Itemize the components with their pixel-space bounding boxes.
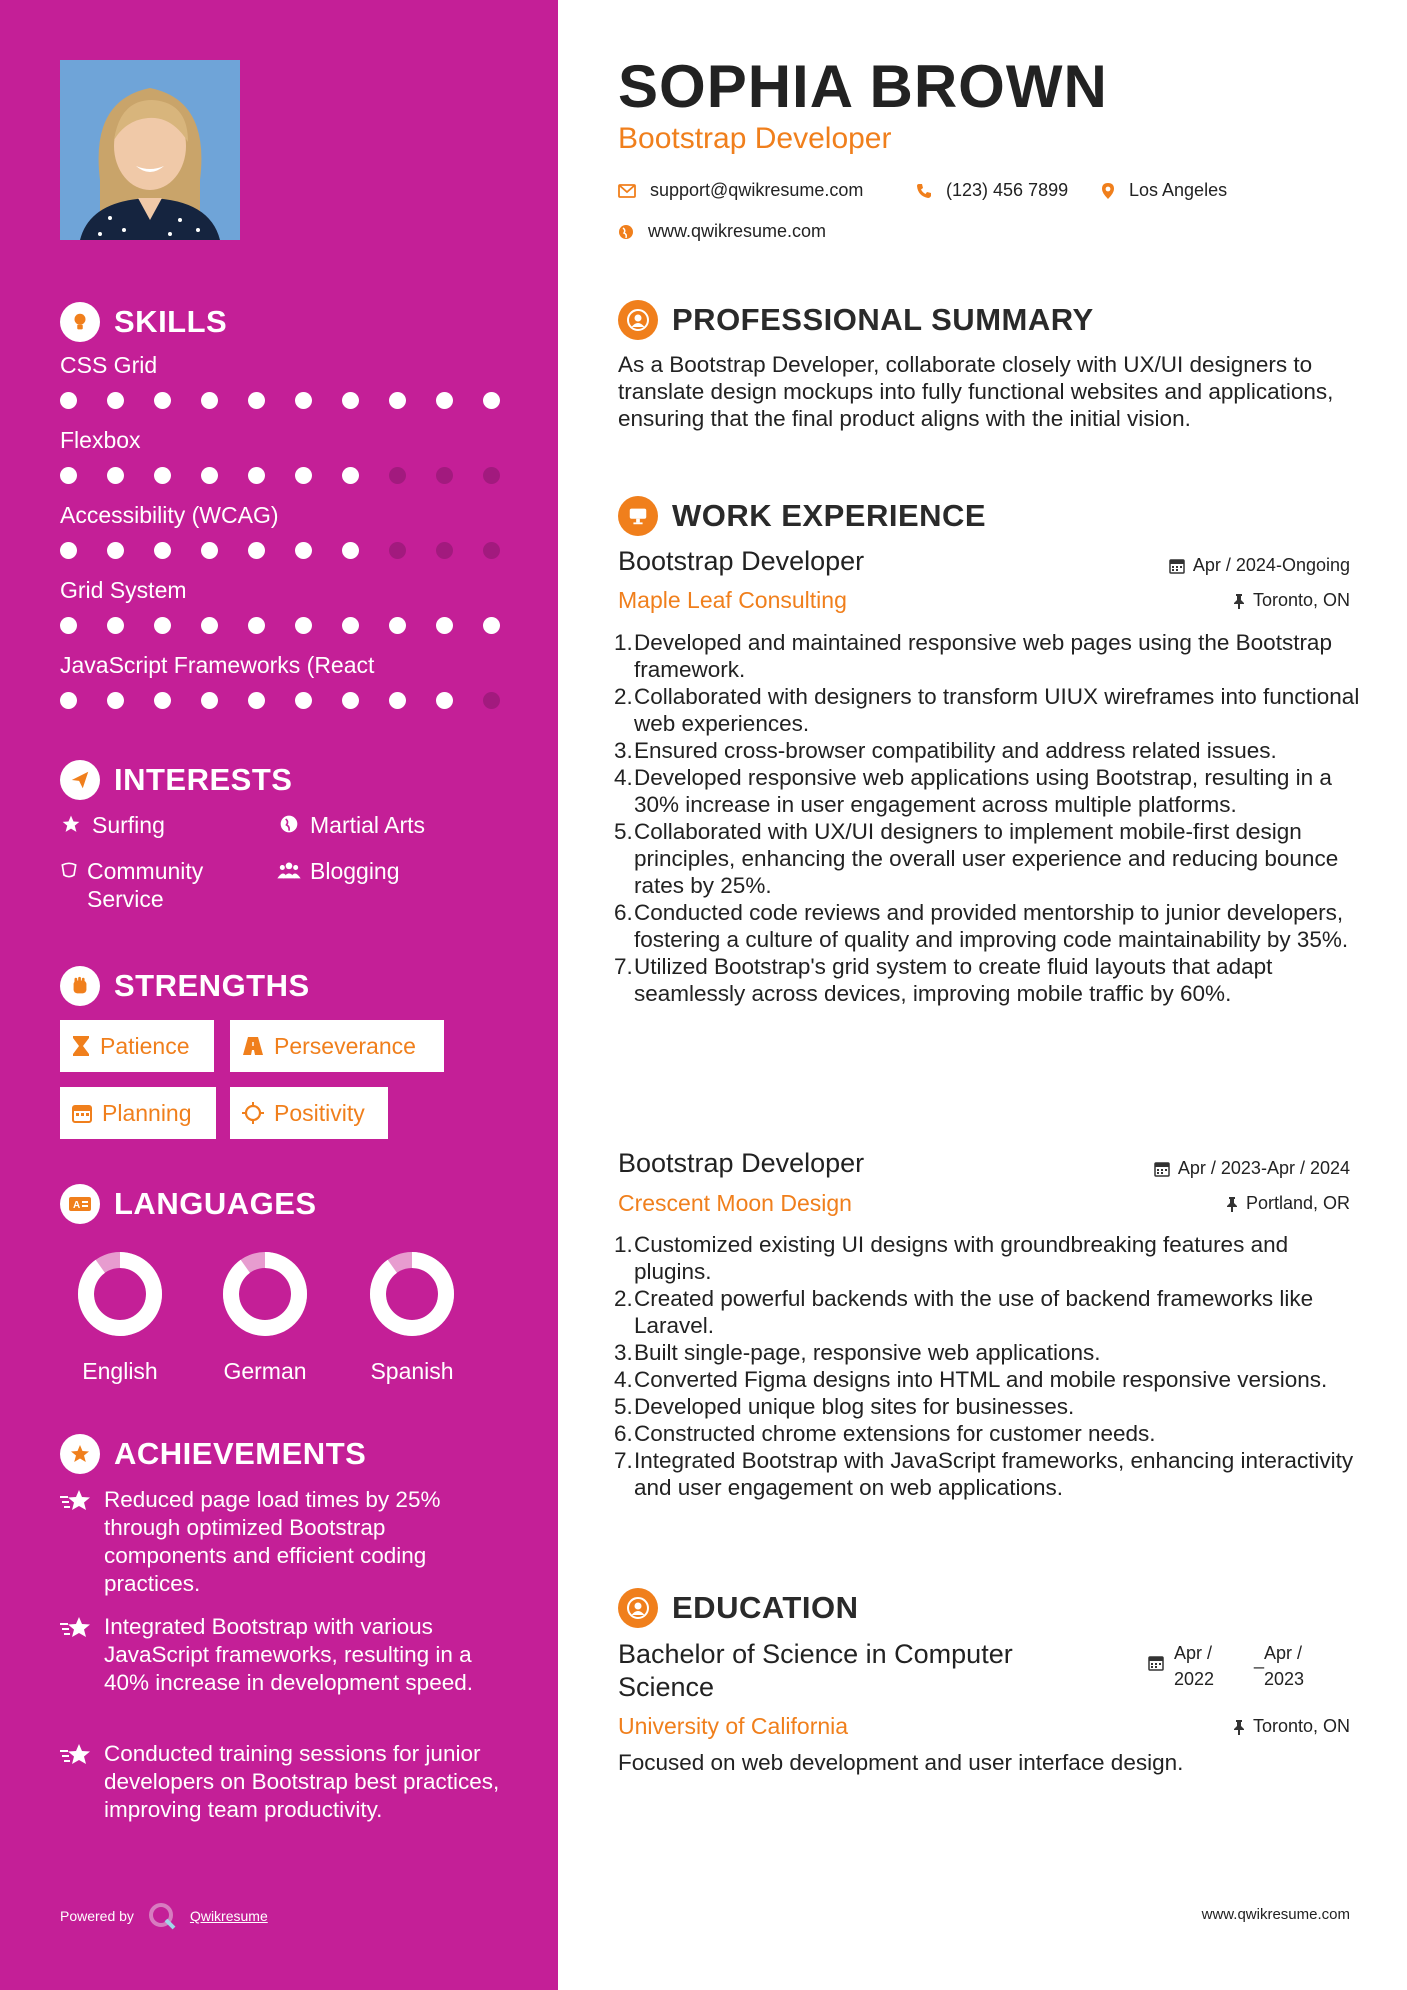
phone-text: (123) 456 7899 — [946, 180, 1069, 200]
contact-location — [1101, 180, 1227, 201]
location-text: Los Angeles — [1129, 180, 1228, 200]
achievements-header — [60, 1434, 366, 1474]
language-icon — [60, 1184, 100, 1224]
strength-badge — [60, 1020, 214, 1072]
interest-label: Blogging — [310, 858, 400, 884]
skills-title: SKILLS — [114, 304, 228, 339]
achievements-title: ACHIEVEMENTS — [114, 1436, 367, 1471]
skill-dot — [60, 392, 77, 409]
interest-label: Surfing — [92, 812, 165, 838]
skill-dot — [342, 392, 359, 409]
interests-header — [60, 760, 292, 800]
website-text: www.qwikresume.com — [648, 221, 827, 241]
job-bullet — [614, 764, 1364, 818]
strengths-header — [60, 966, 310, 1006]
skill-dot — [248, 542, 265, 559]
skill-dot — [295, 392, 312, 409]
email-text: support@qwikresume.com — [650, 180, 864, 200]
skill-dot — [295, 617, 312, 634]
skill-dot — [201, 542, 218, 559]
job-bullet — [614, 1420, 1364, 1447]
job-role: Bootstrap Developer — [618, 546, 865, 576]
job-bullet — [614, 953, 1364, 1007]
skill-dot — [201, 392, 218, 409]
strength-badge — [60, 1087, 216, 1139]
achievement-text: Reduced page load times by 25% through optimized Bootstrap components and efficient coding practices. — [104, 1487, 441, 1596]
skill-dot — [107, 692, 124, 709]
candidate-title: Bootstrap Developer — [618, 122, 892, 155]
skill-rating — [60, 392, 500, 409]
job-dates — [1169, 555, 1350, 576]
job-bullet — [614, 1447, 1364, 1501]
bullet-text: Utilized Bootstrap's grid system to create fluid layouts that adapt seamlessly across devices, improving mobile traffic by 60%. — [634, 954, 1273, 1006]
bullet-number: 3. — [614, 1340, 633, 1365]
achievement-item — [60, 1740, 500, 1824]
skill-dot — [60, 542, 77, 559]
skill-dot — [295, 542, 312, 559]
achievement-item — [60, 1613, 500, 1697]
bullet-text: Collaborated with designers to transform UIUX wireframes into functional web experiences. — [634, 684, 1360, 736]
job-dates-text: Apr / 2023-Apr / 2024 — [1177, 1158, 1350, 1178]
skill-dot — [248, 392, 265, 409]
skill-dot — [342, 617, 359, 634]
language-ring — [74, 1248, 166, 1340]
skill-dot — [60, 617, 77, 634]
job-bullet — [614, 1285, 1364, 1339]
job-bullets — [614, 629, 1364, 1007]
skill-dot — [107, 392, 124, 409]
bullet-number: 6. — [614, 900, 633, 925]
shooting-star-icon — [60, 1740, 104, 1824]
star-icon — [58, 811, 84, 834]
education-header — [618, 1588, 858, 1628]
briefcase-icon — [618, 496, 658, 536]
bullet-number: 2. — [614, 684, 633, 709]
skill-dot — [201, 467, 218, 484]
job-bullets — [614, 1231, 1364, 1501]
bullet-number: 3. — [614, 738, 633, 763]
edu-date-end: Apr / 2023 — [1264, 1643, 1305, 1689]
skill-dot — [201, 692, 218, 709]
bullet-number: 6. — [614, 1421, 633, 1446]
job-location-text: Toronto, ON — [1252, 590, 1350, 610]
strength-label: Planning — [102, 1099, 192, 1126]
achievement-text: Integrated Bootstrap with various JavaScript frameworks, resulting in a 40% increase in development speed. — [104, 1614, 473, 1695]
skill-dot — [60, 467, 77, 484]
pushpin-icon — [1226, 1196, 1238, 1212]
globe-icon — [276, 811, 302, 834]
portrait-image — [60, 60, 240, 240]
job-location-text: Portland, OR — [1245, 1193, 1350, 1213]
bullet-text: Converted Figma designs into HTML and mobile responsive versions. — [634, 1367, 1328, 1392]
skill-dot — [483, 692, 500, 709]
bullet-number: 2. — [614, 1286, 633, 1311]
skill-dot — [248, 467, 265, 484]
skill-name: Flexbox — [60, 427, 141, 453]
experience-header — [618, 496, 986, 536]
bullet-text: Constructed chrome extensions for customer needs. — [634, 1421, 1156, 1446]
contact-website — [618, 221, 826, 242]
skill-dot — [154, 467, 171, 484]
envelope-icon — [618, 184, 636, 198]
school: University of California — [618, 1713, 849, 1739]
paper-plane-icon — [60, 760, 100, 800]
main-content — [558, 0, 1407, 1990]
sun-icon — [242, 1102, 264, 1124]
education-description: Focused on web development and user interface design. — [618, 1750, 1184, 1775]
education-dates — [1148, 1640, 1312, 1692]
skill-dot — [248, 692, 265, 709]
calendar-icon — [1154, 1161, 1170, 1177]
qwikresume-logo-icon — [148, 1902, 176, 1930]
achievement-item — [60, 1486, 500, 1598]
skills-header — [60, 302, 227, 342]
language-label: English — [82, 1358, 158, 1384]
skill-name: Accessibility (WCAG) — [60, 502, 279, 528]
degree: Bachelor of Science in Computer Science — [618, 1639, 1013, 1702]
interest-item — [58, 857, 248, 913]
skill-dot — [154, 617, 171, 634]
bullet-number: 4. — [614, 1367, 633, 1392]
skill-dot — [389, 617, 406, 634]
skill-dot — [389, 392, 406, 409]
job-location — [1226, 1193, 1350, 1214]
powered-by-label: Powered by — [60, 1908, 134, 1924]
job-dates — [1154, 1158, 1350, 1179]
bullet-text: Developed and maintained responsive web pages using the Bootstrap framework. — [634, 630, 1332, 682]
bullet-text: Conducted code reviews and provided mentorship to junior developers, fostering a culture of quality and improving code maintainability by 35%. — [634, 900, 1349, 952]
strength-label: Perseverance — [274, 1032, 416, 1059]
qwikresume-link[interactable]: Qwikresume — [189, 1908, 268, 1924]
skill-dot — [154, 542, 171, 559]
contact-email — [618, 180, 863, 201]
job-dates-text: Apr / 2024-Ongoing — [1192, 555, 1350, 575]
shooting-star-icon — [60, 1613, 104, 1697]
hands-icon — [58, 857, 79, 880]
pushpin-icon — [1233, 593, 1245, 609]
language-item — [60, 1248, 180, 1385]
graduation-icon — [618, 1588, 658, 1628]
skill-dot — [60, 692, 77, 709]
skill-dot — [483, 392, 500, 409]
pushpin-icon — [1233, 1719, 1245, 1735]
bullet-text: Developed unique blog sites for businesses. — [634, 1394, 1075, 1419]
bullet-number: 1. — [614, 630, 633, 655]
profile-photo — [60, 60, 240, 240]
candidate-name: SOPHIA BROWN — [618, 53, 1108, 120]
svg-text:A: A — [73, 1200, 81, 1211]
bullet-number: 1. — [614, 1232, 633, 1257]
skill-dot — [483, 467, 500, 484]
language-label: Spanish — [370, 1358, 454, 1384]
skill-dot — [436, 617, 453, 634]
bullet-number: 4. — [614, 765, 633, 790]
job-location — [1233, 590, 1350, 611]
edu-date-start: Apr / 2022 — [1174, 1643, 1215, 1689]
skill-dot — [342, 692, 359, 709]
education-location — [1233, 1716, 1350, 1737]
bullet-number: 7. — [614, 1448, 633, 1473]
summary-header — [618, 300, 1094, 340]
users-icon — [276, 857, 302, 880]
skill-dot — [483, 617, 500, 634]
skill-dot — [201, 617, 218, 634]
skill-rating — [60, 467, 500, 484]
shooting-star-icon — [60, 1486, 104, 1598]
interest-item — [276, 811, 425, 839]
calendar-icon — [1148, 1655, 1164, 1671]
skill-dot — [107, 467, 124, 484]
language-item — [205, 1248, 325, 1385]
footer-website: www.qwikresume.com — [1201, 1906, 1350, 1923]
skill-dot — [248, 617, 265, 634]
strength-badge — [230, 1087, 388, 1139]
skill-dot — [483, 542, 500, 559]
achievement-text: Conducted training sessions for junior developers on Bootstrap best practices, improving team productivity. — [104, 1741, 500, 1822]
job-bullet — [614, 1366, 1364, 1393]
language-ring — [366, 1248, 458, 1340]
skill-dot — [342, 542, 359, 559]
skill-dot — [436, 692, 453, 709]
globe-icon — [618, 224, 634, 240]
language-item — [352, 1248, 472, 1385]
job-company: Crescent Moon Design — [618, 1190, 852, 1216]
job-bullet — [614, 629, 1364, 683]
interests-title: INTERESTS — [114, 762, 293, 797]
skill-dot — [107, 617, 124, 634]
job-bullet — [614, 683, 1364, 737]
job-bullet — [614, 1393, 1364, 1420]
skill-dot — [295, 692, 312, 709]
bullet-text: Collaborated with UX/UI designers to implement mobile-first design principles, enhancing the overall user experience and reducing bounce rates by 25%. — [634, 819, 1339, 898]
bullet-number: 7. — [614, 954, 633, 979]
languages-header — [60, 1184, 317, 1224]
skill-name: Grid System — [60, 577, 187, 603]
skill-name: CSS Grid — [60, 352, 158, 378]
summary-text: As a Bootstrap Developer, collaborate closely with UX/UI designers to translate design mockups into fully functional websites and applications, ensuring that the final product aligns with the initial vision. — [618, 352, 1334, 431]
skill-dot — [107, 542, 124, 559]
skill-rating — [60, 542, 500, 559]
strength-label: Positivity — [274, 1099, 365, 1126]
bullet-text: Created powerful backends with the use of backend frameworks like Laravel. — [634, 1286, 1314, 1338]
strength-label: Patience — [100, 1032, 190, 1059]
summary-title: PROFESSIONAL SUMMARY — [672, 302, 1094, 337]
interest-label: Martial Arts — [310, 812, 426, 838]
job-bullet — [614, 1339, 1364, 1366]
bullet-text: Built single-page, responsive web applications. — [634, 1340, 1101, 1365]
sidebar — [0, 0, 558, 1990]
calendar-icon — [1169, 558, 1185, 574]
skill-rating — [60, 617, 500, 634]
bullet-text: Ensured cross-browser compatibility and address related issues. — [634, 738, 1277, 763]
strengths-title: STRENGTHS — [114, 968, 310, 1003]
bullet-text: Customized existing UI designs with groundbreaking features and plugins. — [634, 1232, 1289, 1284]
powered-by — [60, 1902, 268, 1930]
road-icon — [242, 1036, 264, 1056]
skill-dot — [389, 692, 406, 709]
bullet-text: Integrated Bootstrap with JavaScript frameworks, enhancing interactivity and user engagement on web applications. — [634, 1448, 1354, 1500]
interest-item — [58, 811, 165, 839]
job-role: Bootstrap Developer — [618, 1148, 865, 1178]
skill-dot — [342, 467, 359, 484]
bullet-text: Developed responsive web applications using Bootstrap, resulting in a 30% increase in user engagement across multiple platforms. — [634, 765, 1332, 817]
contact-phone — [916, 180, 1068, 201]
bullet-number: 5. — [614, 1394, 633, 1419]
job-bullet — [614, 818, 1364, 899]
map-pin-icon — [1101, 182, 1115, 200]
bullet-number: 5. — [614, 819, 633, 844]
trophy-star-icon — [60, 1434, 100, 1474]
skill-dot — [436, 392, 453, 409]
strength-badge — [230, 1020, 444, 1072]
job-company: Maple Leaf Consulting — [618, 587, 847, 613]
calendar-icon — [72, 1103, 92, 1123]
phone-icon — [916, 183, 932, 199]
lightbulb-icon — [60, 302, 100, 342]
skill-dot — [295, 467, 312, 484]
skill-rating — [60, 692, 500, 709]
skill-dot — [389, 467, 406, 484]
job-bullet — [614, 737, 1364, 764]
skill-dot — [154, 392, 171, 409]
user-icon — [618, 300, 658, 340]
skill-name: JavaScript Frameworks (React — [60, 652, 375, 678]
skill-dot — [436, 467, 453, 484]
interest-label: Community Service — [87, 858, 204, 912]
fist-icon — [60, 966, 100, 1006]
languages-title: LANGUAGES — [114, 1186, 317, 1221]
education-title: EDUCATION — [672, 1590, 859, 1625]
skill-dot — [436, 542, 453, 559]
experience-title: WORK EXPERIENCE — [672, 498, 987, 533]
hourglass-icon — [72, 1035, 90, 1057]
edu-date-separator: _ — [1254, 1649, 1265, 1669]
skill-dot — [389, 542, 406, 559]
job-bullet — [614, 1231, 1364, 1285]
edu-location-text: Toronto, ON — [1252, 1716, 1350, 1736]
language-label: German — [223, 1358, 307, 1384]
job-bullet — [614, 899, 1364, 953]
skill-dot — [154, 692, 171, 709]
interest-item — [276, 857, 400, 885]
language-ring — [219, 1248, 311, 1340]
